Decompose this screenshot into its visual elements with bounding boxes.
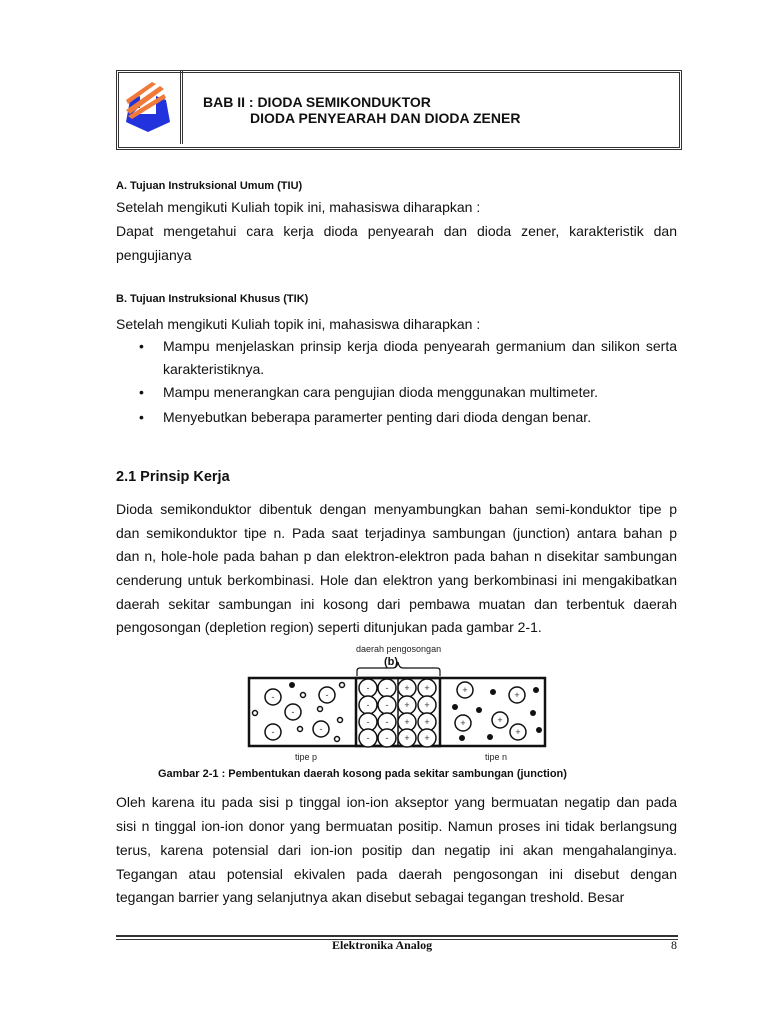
section-a-line: Setelah mengikuti Kuliah topik ini, mahasiswa diharapkan : (116, 199, 481, 215)
negative-sign: - (385, 700, 389, 710)
negative-sign: - (366, 717, 370, 727)
positive-sign: + (460, 718, 466, 728)
negative-sign: - (385, 733, 389, 743)
electron (530, 710, 536, 716)
positive-sign: + (424, 717, 430, 727)
n-type-label: tipe n (485, 752, 508, 762)
hole (298, 727, 303, 732)
hole (318, 707, 323, 712)
electron (459, 735, 465, 741)
section-heading: 2.1 Prinsip Kerja (116, 469, 230, 485)
electron (533, 687, 539, 693)
negative-sign: - (385, 717, 389, 727)
positive-sign: + (404, 700, 410, 710)
b-label: (b) (384, 656, 399, 668)
hole (340, 683, 345, 688)
negative-sign: - (385, 683, 389, 693)
section-a-line: Dapat mengetahui cara kerja dioda penyearah dan dioda zener, karakteristik dan (116, 223, 677, 239)
positive-sign: + (424, 683, 430, 693)
positive-sign: + (497, 715, 503, 725)
depletion-region-label: daerah pengosongan (356, 644, 442, 654)
electron (487, 734, 493, 740)
chapter-title-line1: BAB II : DIODA SEMIKONDUKTOR (203, 94, 431, 110)
positive-sign: + (404, 733, 410, 743)
positive-sign: + (424, 733, 430, 743)
bullet-icon: • (139, 409, 144, 425)
hole (301, 693, 306, 698)
positive-sign: + (404, 683, 410, 693)
paragraph-line: Oleh karena itu pada sisi p tinggal ion-ion akseptor yang bermuatan negatip dan pada (116, 794, 677, 810)
figure-caption: Gambar 2-1 : Pembentukan daerah kosong pada sekitar sambungan (junction) (158, 768, 567, 780)
electron (490, 689, 496, 695)
paragraph-line: pengosongan (depletion region) seperti ditunjukan pada gambar 2-1. (116, 619, 542, 635)
objective-item: Mampu menjelaskan prinsip kerja dioda penyearah germanium dan silikon serta (163, 338, 677, 354)
paragraph-line: cenderung untuk berkombinasi. Hole dan elektron yang berkombinasi ini mengakibatkan (116, 572, 677, 588)
positive-sign: + (514, 690, 520, 700)
depletion-brace (357, 662, 440, 676)
negative-sign: - (366, 700, 370, 710)
section-a-heading: A. Tujuan Instruksional Umum (TIU) (116, 180, 303, 192)
hole (338, 718, 343, 723)
negative-sign: - (291, 707, 295, 717)
section-a-line: pengujianya (116, 247, 192, 263)
paragraph-line: dan semikonduktor tipe n. Pada saat terjadinya sambungan (junction) antara bahan p (116, 525, 677, 541)
negative-sign: - (319, 724, 323, 734)
paragraph-line: sisi n tinggal ion-ion donor yang bermuatan positip. Namun proses ini tidak berlangsung (116, 818, 677, 834)
bullet-icon: • (139, 384, 144, 400)
positive-sign: + (404, 717, 410, 727)
positive-sign: + (462, 685, 468, 695)
paragraph-line: daerah sekitar sambungan ini kosong dari pembawa muatan dan terbentuk daerah (116, 596, 677, 612)
positive-sign: + (515, 727, 521, 737)
negative-sign: - (271, 692, 275, 702)
chapter-title-line2: DIODA PENYEARAH DAN DIODA ZENER (250, 110, 521, 126)
electron (476, 707, 482, 713)
hole (335, 737, 340, 742)
page-number: 8 (671, 938, 677, 952)
section-b-heading: B. Tujuan Instruksional Khusus (TIK) (116, 293, 309, 305)
bullet-icon: • (139, 338, 144, 354)
paragraph-line: Tegangan atau potensial ekivalen pada daerah pengosongan ini disebut dengan (116, 866, 677, 882)
negative-sign: - (366, 683, 370, 693)
hole (253, 711, 258, 716)
negative-sign: - (366, 733, 370, 743)
paragraph-line: terus, karena potensial dari ion-ion positip dan negatip ini akan mengahalanginya. (116, 842, 677, 858)
objective-item: Menyebutkan beberapa paramerter penting dari dioda dengan benar. (163, 409, 592, 425)
positive-sign: + (424, 700, 430, 710)
footer-title: Elektronika Analog (332, 938, 433, 952)
negative-sign: - (325, 690, 329, 700)
objective-item: Mampu menerangkan cara pengujian dioda menggunakan multimeter. (163, 384, 599, 400)
section-b-intro: Setelah mengikuti Kuliah topik ini, mahasiswa diharapkan : (116, 316, 481, 332)
footer-divider (116, 935, 678, 937)
paragraph-line: dan n, hole-hole pada bahan p dan elektron-elektron pada bahan n disekitar sambungan (116, 548, 677, 564)
electron (536, 727, 542, 733)
paragraph-line: tegangan barrier yang selanjutnya akan disebut sebagai tegangan treshold. Besar (116, 889, 625, 905)
objective-item-cont: karakteristiknya. (163, 361, 265, 377)
electron (452, 704, 458, 710)
paragraph-line: Dioda semikonduktor dibentuk dengan menyambungkan bahan semi-konduktor tipe p (116, 501, 677, 517)
electron (289, 682, 295, 688)
p-type-label: tipe p (295, 752, 318, 762)
negative-sign: - (271, 727, 275, 737)
